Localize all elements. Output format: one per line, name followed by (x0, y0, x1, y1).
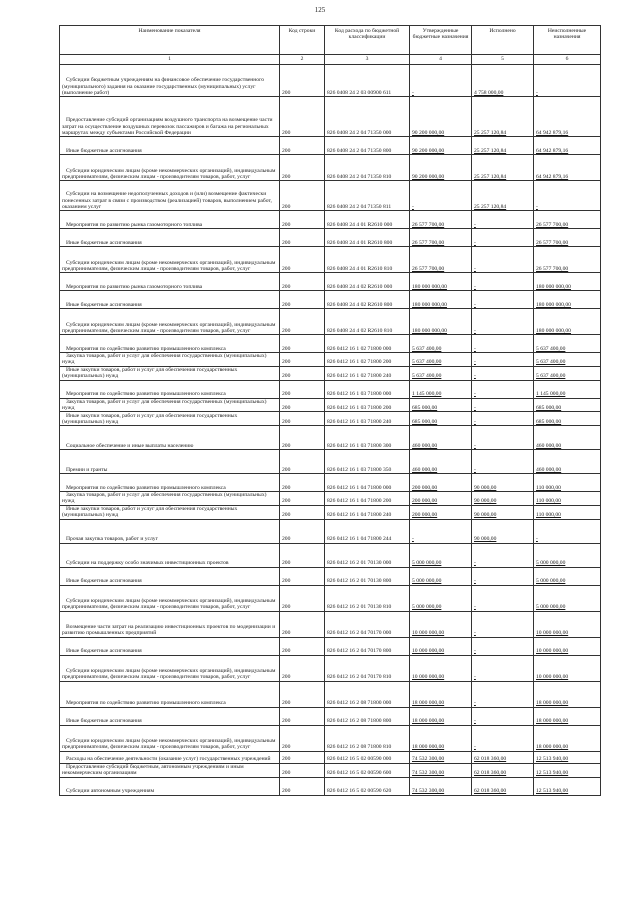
table-row (60, 725, 601, 751)
row-name: Иные закупки товаров, работ и услуг для обеспечения государственных (муниципальных) нужд (60, 412, 280, 426)
column-number: 3 (325, 55, 410, 65)
row-executed: 62 018 360,00 (472, 763, 534, 777)
row-approved: 18 000 000,00 (410, 681, 472, 707)
header-approved: Утвержденные бюджетные назначения (410, 26, 472, 55)
row-budget-code: 826 0412 16 1 04 71800 000 (325, 474, 410, 492)
row-approved: 26 577 700,00 (410, 247, 472, 273)
table-row (60, 353, 601, 367)
row-budget-code: 826 0412 16 1 02 71800 200 (325, 353, 410, 367)
row-name: Субсидии автономным учреждениям (60, 777, 280, 795)
row-unexecuted: 64 942 879,16 (534, 97, 601, 137)
row-unexecuted: 180 000 000,00 (534, 273, 601, 291)
row-executed: - (472, 637, 534, 655)
table-row (60, 247, 601, 273)
row-line-code: 200 (280, 155, 325, 181)
row-approved: 1 145 000,00 (410, 380, 472, 398)
table-row (60, 655, 601, 681)
row-approved: 200 000,00 (410, 505, 472, 519)
row-unexecuted: 180 000 000,00 (534, 309, 601, 335)
row-approved: 90 200 000,00 (410, 137, 472, 155)
row-unexecuted: 5 637 400,00 (534, 335, 601, 353)
row-approved: - (410, 519, 472, 543)
row-approved: 5 000 000,00 (410, 543, 472, 567)
row-executed: - (472, 707, 534, 725)
row-executed: 90 000,00 (472, 492, 534, 506)
row-unexecuted: 110 000,00 (534, 492, 601, 506)
row-unexecuted: 18 000 000,00 (534, 681, 601, 707)
row-approved: 90 200 000,00 (410, 155, 472, 181)
row-budget-code: 826 0412 16 2 01 70130 800 (325, 567, 410, 585)
row-approved: 18 000 000,00 (410, 725, 472, 751)
row-executed: - (472, 291, 534, 309)
row-budget-code: 826 0408 24 2 04 71350 800 (325, 137, 410, 155)
table-row (60, 137, 601, 155)
budget-execution-table (59, 25, 601, 796)
row-name: Иные бюджетные ассигнования (60, 707, 280, 725)
row-line-code: 200 (280, 97, 325, 137)
row-approved: 180 000 000,00 (410, 273, 472, 291)
table-row (60, 777, 601, 795)
row-budget-code: 826 0408 24 2 03 00900 611 (325, 65, 410, 97)
row-budget-code: 826 0412 16 1 02 71800 240 (325, 366, 410, 380)
row-budget-code: 826 0412 16 2 04 70170 000 (325, 611, 410, 637)
row-budget-code: 826 0412 16 5 02 00590 600 (325, 763, 410, 777)
row-unexecuted: 10 000 000,00 (534, 611, 601, 637)
table-row (60, 519, 601, 543)
row-executed: - (472, 725, 534, 751)
row-budget-code: 826 0408 24 4 01 R2610 000 (325, 211, 410, 229)
row-name: Предоставление субсидий бюджетным, автономным учреждениям и иным некоммерческим организациям (60, 763, 280, 777)
row-budget-code: 826 0412 16 2 08 71800 800 (325, 707, 410, 725)
row-approved: 74 532 300,00 (410, 777, 472, 795)
table-row (60, 65, 601, 97)
row-line-code: 200 (280, 492, 325, 506)
row-name: Предоставление субсидий организациям воздушного транспорта на возмещение части затрат на осуществление воздушных перевозок пассажиров и багажа на региональных маршрутах между субъектами Российской Федерации (60, 97, 280, 137)
row-unexecuted: 12 513 940,00 (534, 763, 601, 777)
row-unexecuted: 18 000 000,00 (534, 725, 601, 751)
row-budget-code: 826 0412 16 1 03 71800 240 (325, 412, 410, 426)
row-line-code: 200 (280, 567, 325, 585)
row-line-code: 200 (280, 211, 325, 229)
column-number: 5 (472, 55, 534, 65)
row-line-code: 200 (280, 505, 325, 519)
row-approved: 90 200 000,00 (410, 97, 472, 137)
table-row (60, 543, 601, 567)
table-row (60, 585, 601, 611)
row-line-code: 200 (280, 380, 325, 398)
row-line-code: 200 (280, 137, 325, 155)
table-row (60, 707, 601, 725)
row-executed: - (472, 211, 534, 229)
row-line-code: 200 (280, 398, 325, 412)
row-approved: 200 000,00 (410, 474, 472, 492)
row-name: Мероприятия по содействию развитию промышленного комплекса (60, 474, 280, 492)
row-name: Субсидии юридическим лицам (кроме некоммерческих организаций), индивидуальным предпринимателям, физическим лицам - производителям товаров, работ, услуг (60, 725, 280, 751)
row-approved: 200 000,00 (410, 492, 472, 506)
row-executed: - (472, 309, 534, 335)
row-name: Иные бюджетные ассигнования (60, 137, 280, 155)
row-name: Иные бюджетные ассигнования (60, 229, 280, 247)
row-unexecuted: 5 000 000,00 (534, 585, 601, 611)
header-executed: Исполнено (472, 26, 534, 55)
table-row (60, 181, 601, 211)
header-unexecuted: Неисполненные назначения (534, 26, 601, 55)
row-name: Иные бюджетные ассигнования (60, 567, 280, 585)
row-unexecuted: 10 000 000,00 (534, 655, 601, 681)
row-name: Субсидии на поддержку особо значимых инвестиционных проектов (60, 543, 280, 567)
row-budget-code: 826 0412 16 2 08 71800 000 (325, 681, 410, 707)
row-approved: 10 000 000,00 (410, 611, 472, 637)
row-executed: - (472, 412, 534, 426)
row-executed: 90 000,00 (472, 474, 534, 492)
header-name: Наименование показателя (60, 26, 280, 55)
row-executed: - (472, 273, 534, 291)
column-number: 1 (60, 55, 280, 65)
row-executed: - (472, 398, 534, 412)
row-line-code: 200 (280, 543, 325, 567)
row-unexecuted: 5 000 000,00 (534, 543, 601, 567)
row-budget-code: 826 0412 16 1 02 71800 000 (325, 335, 410, 353)
row-name: Закупка товаров, работ и услуг для обеспечения государственных (муниципальных) нужд (60, 353, 280, 367)
table-row (60, 291, 601, 309)
row-unexecuted: 180 000 000,00 (534, 291, 601, 309)
row-approved: 74 532 300,00 (410, 751, 472, 763)
row-budget-code: 826 0408 24 4 02 R2610 000 (325, 273, 410, 291)
row-unexecuted: - (534, 65, 601, 97)
table-row (60, 426, 601, 450)
row-unexecuted: 685 000,00 (534, 398, 601, 412)
row-budget-code: 826 0408 24 4 02 R2610 810 (325, 309, 410, 335)
table-row (60, 637, 601, 655)
row-unexecuted: 110 000,00 (534, 505, 601, 519)
row-name: Иные закупки товаров, работ и услуг для обеспечения государственных (муниципальных) нужд (60, 505, 280, 519)
row-approved: 460 000,00 (410, 450, 472, 474)
header-budget-code: Код расхода по бюджетной классификации (325, 26, 410, 55)
row-line-code: 200 (280, 353, 325, 367)
row-approved: 5 000 000,00 (410, 585, 472, 611)
table-row (60, 366, 601, 380)
row-line-code: 200 (280, 519, 325, 543)
row-line-code: 200 (280, 426, 325, 450)
row-budget-code: 826 0412 16 2 01 70130 810 (325, 585, 410, 611)
row-executed: 90 000,00 (472, 505, 534, 519)
row-budget-code: 826 0408 24 2 04 71350 811 (325, 181, 410, 211)
row-executed: 25 257 120,84 (472, 97, 534, 137)
row-budget-code: 826 0408 24 4 02 R2610 800 (325, 291, 410, 309)
row-executed: - (472, 353, 534, 367)
row-executed: - (472, 247, 534, 273)
row-approved: 5 637 400,00 (410, 335, 472, 353)
row-name: Расходы на обеспечение деятельности (оказание услуг) государственных учреждений (60, 751, 280, 763)
table-row (60, 751, 601, 763)
row-executed: - (472, 655, 534, 681)
row-unexecuted: 64 942 879,16 (534, 137, 601, 155)
row-name: Мероприятия по содействию развитию промышленного комплекса (60, 380, 280, 398)
row-unexecuted: 12 513 940,00 (534, 777, 601, 795)
row-name: Социальное обеспечение и иные выплаты населению (60, 426, 280, 450)
table-header-row (60, 26, 601, 55)
row-line-code: 200 (280, 291, 325, 309)
table-row (60, 273, 601, 291)
row-approved: 26 577 700,00 (410, 211, 472, 229)
row-executed: - (472, 611, 534, 637)
table-row (60, 474, 601, 492)
row-line-code: 200 (280, 681, 325, 707)
row-executed: - (472, 567, 534, 585)
row-budget-code: 826 0412 16 2 04 70170 810 (325, 655, 410, 681)
row-name: Прочая закупка товаров, работ и услуг (60, 519, 280, 543)
row-executed: 90 000,00 (472, 519, 534, 543)
row-name: Субсидии на возмещение недополученных доходов и (или) возмещение фактически понесенных затрат в связи с производством (реализацией) товаров, выполнением работ, оказанием услуг (60, 181, 280, 211)
row-approved: 685 000,00 (410, 398, 472, 412)
row-budget-code: 826 0412 16 5 02 00590 000 (325, 751, 410, 763)
row-name: Субсидии бюджетным учреждениям на финансовое обеспечение государственного (муниципального) задания на оказание государственных (муниципальных) услуг (выполнение работ) (60, 65, 280, 97)
row-name: Мероприятия по содействию развитию промышленного комплекса (60, 335, 280, 353)
row-budget-code: 826 0412 16 2 08 71800 810 (325, 725, 410, 751)
table-row (60, 567, 601, 585)
row-line-code: 200 (280, 707, 325, 725)
row-approved: - (410, 181, 472, 211)
row-unexecuted: 5 637 400,00 (534, 366, 601, 380)
table-row (60, 398, 601, 412)
row-unexecuted: 5 000 000,00 (534, 567, 601, 585)
row-unexecuted: - (534, 519, 601, 543)
row-approved: 460 000,00 (410, 426, 472, 450)
row-unexecuted: 26 577 700,00 (534, 211, 601, 229)
row-line-code: 200 (280, 412, 325, 426)
table-row (60, 97, 601, 137)
row-unexecuted: 685 000,00 (534, 412, 601, 426)
row-executed: - (472, 585, 534, 611)
row-line-code: 200 (280, 585, 325, 611)
row-executed: - (472, 380, 534, 398)
row-name: Закупка товаров, работ и услуг для обеспечения государственных (муниципальных) нужд (60, 398, 280, 412)
row-executed: - (472, 450, 534, 474)
table-row (60, 335, 601, 353)
table-row (60, 681, 601, 707)
table-row (60, 492, 601, 506)
row-unexecuted: 26 577 700,00 (534, 229, 601, 247)
row-unexecuted: 12 513 940,00 (534, 751, 601, 763)
row-name: Субсидии юридическим лицам (кроме некоммерческих организаций), индивидуальным предпринимателям, физическим лицам - производителям товаров, работ, услуг (60, 655, 280, 681)
row-line-code: 200 (280, 725, 325, 751)
row-budget-code: 826 0412 16 1 04 71800 200 (325, 492, 410, 506)
row-unexecuted: 460 000,00 (534, 450, 601, 474)
row-executed: - (472, 366, 534, 380)
row-executed: 62 018 360,00 (472, 777, 534, 795)
row-budget-code: 826 0408 24 4 01 R2610 800 (325, 229, 410, 247)
row-line-code: 200 (280, 335, 325, 353)
row-approved: 180 000 000,00 (410, 291, 472, 309)
column-number: 4 (410, 55, 472, 65)
row-name: Мероприятия по развитию рынка газомоторного топлива (60, 211, 280, 229)
table-row (60, 380, 601, 398)
row-budget-code: 826 0412 16 1 04 71800 244 (325, 519, 410, 543)
row-name: Иные бюджетные ассигнования (60, 637, 280, 655)
row-unexecuted: 110 000,00 (534, 474, 601, 492)
row-line-code: 200 (280, 309, 325, 335)
row-approved: 10 000 000,00 (410, 655, 472, 681)
table-row (60, 763, 601, 777)
row-executed: 25 257 120,84 (472, 181, 534, 211)
row-approved: 26 577 700,00 (410, 229, 472, 247)
row-unexecuted: 64 942 879,16 (534, 155, 601, 181)
row-unexecuted: 460 000,00 (534, 426, 601, 450)
row-line-code: 200 (280, 247, 325, 273)
row-name: Закупка товаров, работ и услуг для обеспечения государственных (муниципальных) нужд (60, 492, 280, 506)
row-name: Премии и гранты (60, 450, 280, 474)
row-executed: - (472, 426, 534, 450)
row-approved: 5 000 000,00 (410, 567, 472, 585)
column-number: 2 (280, 55, 325, 65)
row-approved: 180 000 000,00 (410, 309, 472, 335)
row-approved: 5 637 400,00 (410, 366, 472, 380)
row-budget-code: 826 0412 16 1 03 71800 350 (325, 450, 410, 474)
column-numbers-row (60, 55, 601, 65)
table-row (60, 155, 601, 181)
row-line-code: 200 (280, 181, 325, 211)
row-name: Мероприятия по развитию рынка газомоторного топлива (60, 273, 280, 291)
row-line-code: 200 (280, 637, 325, 655)
row-budget-code: 826 0412 16 2 04 70170 800 (325, 637, 410, 655)
row-executed: - (472, 335, 534, 353)
table-row (60, 450, 601, 474)
page-number: 125 (314, 6, 326, 14)
header-line-code: Код строки (280, 26, 325, 55)
row-name: Возмещение части затрат на реализацию инвестиционных проектов по модернизации и развитию промышленных предприятий (60, 611, 280, 637)
row-name: Субсидии юридическим лицам (кроме некоммерческих организаций), индивидуальным предпринимателям, физическим лицам - производителям товаров, работ, услуг (60, 585, 280, 611)
row-line-code: 200 (280, 229, 325, 247)
row-line-code: 200 (280, 611, 325, 637)
row-executed: 25 257 120,84 (472, 155, 534, 181)
row-unexecuted: 5 637 400,00 (534, 353, 601, 367)
row-name: Иные закупки товаров, работ и услуг для обеспечения государственных (муниципальных) нужд (60, 366, 280, 380)
row-executed: - (472, 681, 534, 707)
row-line-code: 200 (280, 273, 325, 291)
row-unexecuted: - (534, 181, 601, 211)
row-line-code: 200 (280, 450, 325, 474)
table-body (60, 65, 601, 796)
row-name: Субсидии юридическим лицам (кроме некоммерческих организаций), индивидуальным предпринимателям, физическим лицам - производителям товаров, работ, услуг (60, 155, 280, 181)
row-executed: - (472, 229, 534, 247)
row-budget-code: 826 0412 16 2 01 70130 000 (325, 543, 410, 567)
row-unexecuted: 10 000 000,00 (534, 637, 601, 655)
row-budget-code: 826 0412 16 1 03 71800 200 (325, 398, 410, 412)
row-line-code: 200 (280, 777, 325, 795)
row-line-code: 200 (280, 751, 325, 763)
row-line-code: 200 (280, 655, 325, 681)
row-line-code: 200 (280, 763, 325, 777)
row-budget-code: 826 0408 24 2 04 71350 810 (325, 155, 410, 181)
row-unexecuted: 1 145 000,00 (534, 380, 601, 398)
row-budget-code: 826 0412 16 5 02 00590 620 (325, 777, 410, 795)
row-budget-code: 826 0408 24 2 04 71350 000 (325, 97, 410, 137)
row-name: Субсидии юридическим лицам (кроме некоммерческих организаций), индивидуальным предпринимателям, физическим лицам - производителям товаров, работ, услуг (60, 247, 280, 273)
row-budget-code: 826 0412 16 1 04 71800 240 (325, 505, 410, 519)
row-unexecuted: 18 000 000,00 (534, 707, 601, 725)
table-row (60, 611, 601, 637)
row-approved: 10 000 000,00 (410, 637, 472, 655)
table-row (60, 229, 601, 247)
row-line-code: 200 (280, 65, 325, 97)
row-approved: 74 532 300,00 (410, 763, 472, 777)
table-row (60, 412, 601, 426)
row-executed: 25 257 120,84 (472, 137, 534, 155)
row-budget-code: 826 0412 16 1 03 71800 300 (325, 426, 410, 450)
table-row (60, 505, 601, 519)
row-executed: 62 018 360,00 (472, 751, 534, 763)
row-approved: 5 637 400,00 (410, 353, 472, 367)
row-executed: - (472, 543, 534, 567)
row-line-code: 200 (280, 366, 325, 380)
row-name: Мероприятия по содействию развитию промышленного комплекса (60, 681, 280, 707)
row-line-code: 200 (280, 474, 325, 492)
table-row (60, 211, 601, 229)
row-approved: - (410, 65, 472, 97)
row-budget-code: 826 0408 24 4 01 R2610 810 (325, 247, 410, 273)
row-executed: 4 758 000,00 (472, 65, 534, 97)
row-approved: 685 000,00 (410, 412, 472, 426)
row-budget-code: 826 0412 16 1 03 71800 000 (325, 380, 410, 398)
row-unexecuted: 26 577 700,00 (534, 247, 601, 273)
table-row (60, 309, 601, 335)
column-number: 6 (534, 55, 601, 65)
row-approved: 18 000 000,00 (410, 707, 472, 725)
row-name: Субсидии юридическим лицам (кроме некоммерческих организаций), индивидуальным предпринимателям, физическим лицам - производителям товаров, работ, услуг (60, 309, 280, 335)
row-name: Иные бюджетные ассигнования (60, 291, 280, 309)
